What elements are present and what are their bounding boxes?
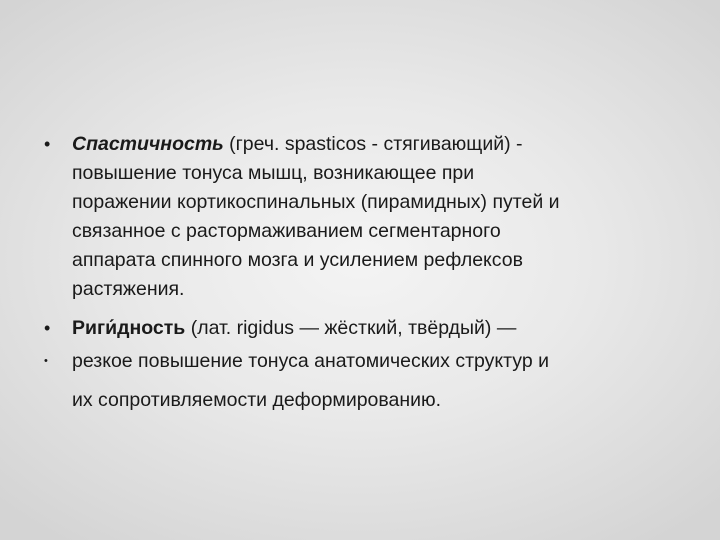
list-item-text [72,314,694,343]
list-item-rigidity [44,314,694,343]
text-line: аппарата спинного мозга и усилением рефлексов [72,249,523,271]
text-line [72,130,694,159]
text-line: их сопротивляемости деформированию. [72,389,442,411]
list-item-spasticity [44,130,694,304]
term-definition-start: (греч. spasticos - стягивающий) - [223,133,523,155]
text-line: поражении кортикоспинальных (пирамидных) путей и [72,191,560,213]
term-definition-start: (лат. rigidus — жёсткий, твёрдый) — [185,317,517,339]
slide-content [44,130,694,415]
list-item-rigidity-definition [44,347,694,415]
text-line: резкое повышение тонуса анатомических структур и [72,350,549,372]
bullet-icon: • [44,355,48,367]
bullet-icon: • [44,318,51,338]
term-spasticity: Спастичность [72,133,224,155]
list-item-text [72,130,694,304]
text-line: повышение тонуса мышц, возникающее при [72,162,475,184]
text-line: растяжения. [72,278,185,300]
list-item-text [72,347,694,415]
bullet-icon: • [44,134,51,154]
term-rigidity: Риги́дность [72,317,186,339]
text-line: связанное с растормаживанием сегментарного [72,220,501,242]
